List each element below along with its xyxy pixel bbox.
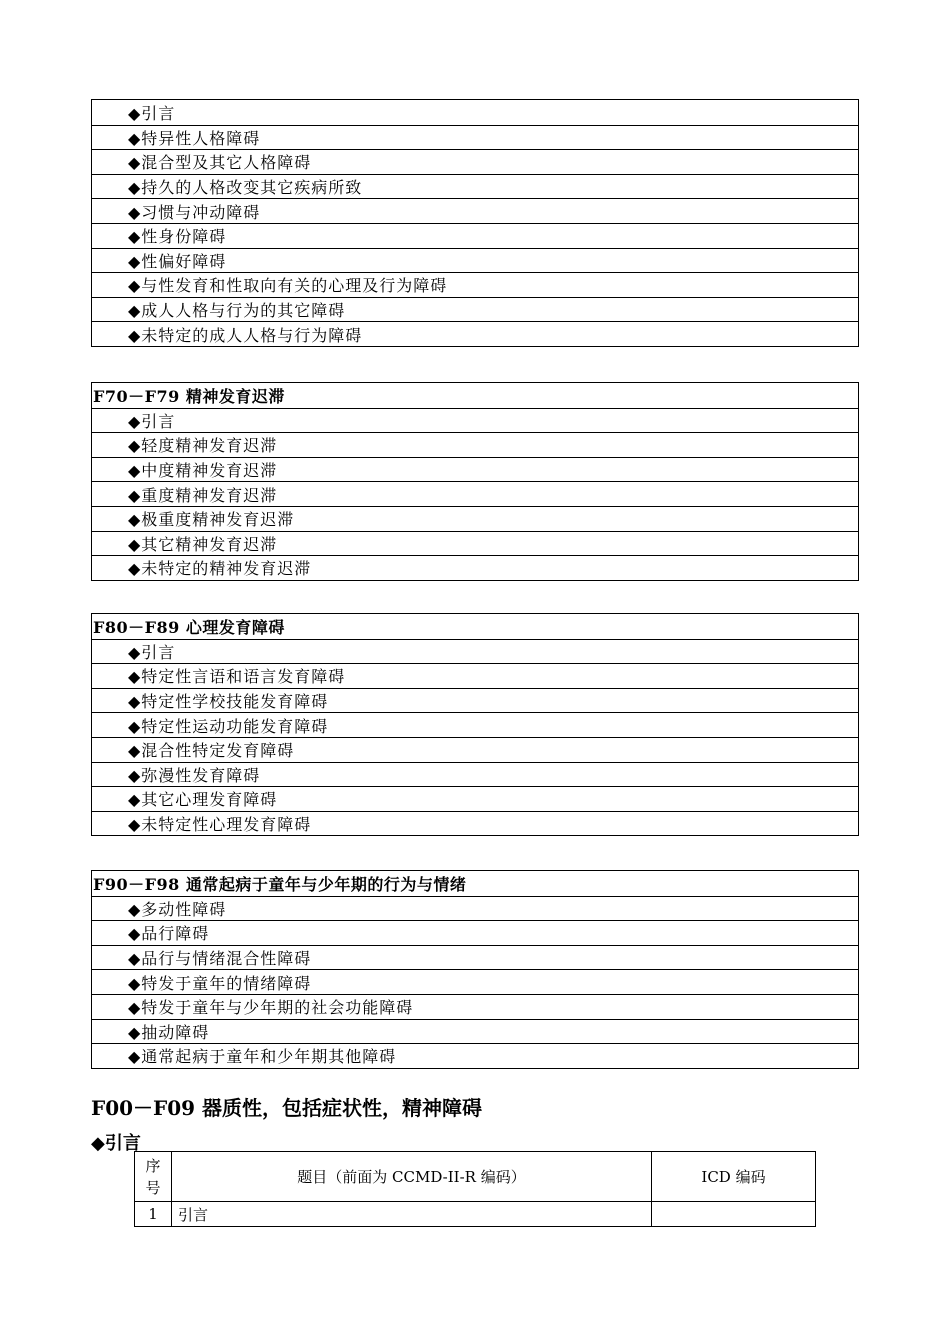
section-personality-disorders <box>91 99 859 347</box>
list-item: ◆引言 <box>128 103 176 123</box>
list-item: ◆未特定的成人人格与行为障碍 <box>92 321 858 346</box>
list-item: ◆其它心理发育障碍 <box>92 786 858 811</box>
list-item: ◆习惯与冲动障碍 <box>92 198 858 223</box>
section-f90-f98 <box>91 870 859 1069</box>
list-item: ◆中度精神发育迟滞 <box>92 457 858 482</box>
cell-icd <box>652 1202 816 1227</box>
table-header-row <box>135 1152 816 1202</box>
list-item: ◆未特定的精神发育迟滞 <box>92 555 858 580</box>
list-item: ◆引言 <box>92 639 858 664</box>
list-item: ◆多动性障碍 <box>92 896 858 921</box>
list-item: ◆未特定性心理发育障碍 <box>92 811 858 836</box>
list-item: ◆性偏好障碍 <box>92 248 858 273</box>
list-item: ◆品行与情绪混合性障碍 <box>92 945 858 970</box>
section-f80-f89 <box>91 613 859 836</box>
list-item: ◆弥漫性发育障碍 <box>92 762 858 787</box>
section-f70-f79 <box>91 382 859 581</box>
list-item: ◆性身份障碍 <box>92 223 858 248</box>
section-header: F80－F89 心理发育障碍 <box>93 617 285 637</box>
section-header: F90－F98 通常起病于童年与少年期的行为与情绪 <box>93 874 467 894</box>
list-item: ◆通常起病于童年和少年期其他障碍 <box>92 1043 858 1068</box>
section-header: F70－F79 精神发育迟滞 <box>93 386 285 406</box>
list-item: ◆引言 <box>92 408 858 433</box>
list-item: ◆特异性人格障碍 <box>92 125 858 150</box>
list-item: ◆与性发育和性取向有关的心理及行为障碍 <box>92 272 858 297</box>
list-item: ◆成人人格与行为的其它障碍 <box>92 297 858 322</box>
list-item: ◆特发于童年的情绪障碍 <box>92 969 858 994</box>
list-item: ◆重度精神发育迟滞 <box>92 481 858 506</box>
cell-seq: 1 <box>135 1202 172 1227</box>
list-item: ◆持久的人格改变其它疾病所致 <box>92 174 858 199</box>
table-row <box>135 1202 816 1227</box>
list-item: ◆其它精神发育迟滞 <box>92 531 858 556</box>
list-item: ◆抽动障碍 <box>92 1019 858 1044</box>
section-heading-f00-f09: F00－F09 器质性，包括症状性，精神障碍 <box>91 1096 483 1120</box>
list-item: ◆特定性言语和语言发育障碍 <box>92 663 858 688</box>
list-item: ◆特发于童年与少年期的社会功能障碍 <box>92 994 858 1019</box>
list-item: ◆品行障碍 <box>92 920 858 945</box>
header-icd: ICD 编码 <box>652 1152 816 1202</box>
header-title: 题目（前面为 CCMD-II-R 编码） <box>172 1152 652 1202</box>
list-item: ◆混合性特定发育障碍 <box>92 737 858 762</box>
code-table <box>134 1151 816 1227</box>
list-item: ◆轻度精神发育迟滞 <box>92 432 858 457</box>
subheading-introduction: ◆引言 <box>91 1133 141 1154</box>
header-seq: 序号 <box>135 1152 172 1202</box>
list-item: ◆特定性学校技能发育障碍 <box>92 688 858 713</box>
list-item: ◆极重度精神发育迟滞 <box>92 506 858 531</box>
list-item: ◆混合型及其它人格障碍 <box>92 149 858 174</box>
list-item: ◆特定性运动功能发育障碍 <box>92 712 858 737</box>
cell-title: 引言 <box>172 1202 652 1227</box>
